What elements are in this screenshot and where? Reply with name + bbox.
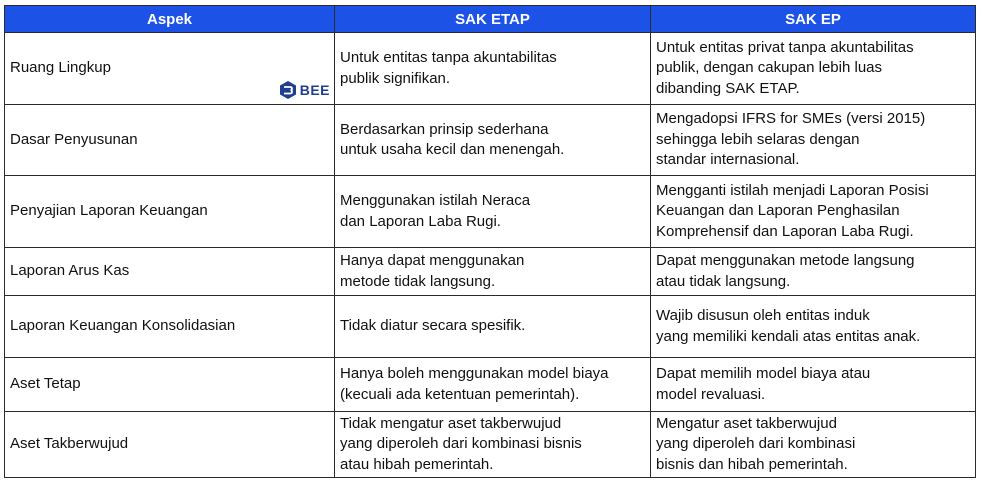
sak-etap-cell: Berdasarkan prinsip sederhana untuk usaha kecil dan menengah.: [335, 105, 651, 176]
table-row: [5, 296, 976, 358]
table-row: [5, 105, 976, 176]
table-row: [5, 176, 976, 248]
aspect-cell: Laporan Arus Kas: [5, 248, 335, 296]
sak-etap-cell: Tidak diatur secara spesifik.: [335, 296, 651, 358]
sak-etap-cell: Menggunakan istilah Neraca dan Laporan Laba Rugi.: [335, 176, 651, 248]
sak-ep-cell: Dapat memilih model biaya atau model revaluasi.: [651, 358, 976, 412]
bee-hexagon-icon: [279, 80, 297, 100]
aspect-cell: Penyajian Laporan Keuangan: [5, 176, 335, 248]
header-row: [5, 6, 976, 33]
sak-ep-cell: Mengatur aset takberwujud yang diperoleh dari kombinasi bisnis dan hibah pemerintah.: [651, 412, 976, 478]
header-sak-etap: SAK ETAP: [335, 6, 651, 33]
aspect-cell: Laporan Keuangan Konsolidasian: [5, 296, 335, 358]
sak-ep-cell: Mengganti istilah menjadi Laporan Posisi Keuangan dan Laporan Penghasilan Komprehensif dan Laporan Laba Rugi.: [651, 176, 976, 248]
aspect-label: Ruang Lingkup: [10, 59, 111, 77]
sak-etap-cell: Tidak mengatur aset takberwujud yang diperoleh dari kombinasi bisnis atau hibah pemerintah.: [335, 412, 651, 478]
sak-etap-cell: Hanya dapat menggunakan metode tidak langsung.: [335, 248, 651, 296]
header-sak-ep: SAK EP: [651, 6, 976, 33]
aspect-cell: Aset Tetap: [5, 358, 335, 412]
sak-etap-cell: Hanya boleh menggunakan model biaya (kecuali ada ketentuan pemerintah).: [335, 358, 651, 412]
sak-ep-cell: Wajib disusun oleh entitas induk yang memiliki kendali atas entitas anak.: [651, 296, 976, 358]
aspect-cell: Aset Takberwujud: [5, 412, 335, 478]
comparison-table: [4, 5, 976, 478]
sak-ep-cell: Dapat menggunakan metode langsung atau tidak langsung.: [651, 248, 976, 296]
aspect-cell: Dasar Penyusunan: [5, 105, 335, 176]
bee-watermark-text: BEE: [299, 81, 330, 98]
sak-etap-cell: Untuk entitas tanpa akuntabilitas publik signifikan.: [335, 33, 651, 105]
bee-watermark: [279, 80, 330, 101]
sak-ep-cell: Mengadopsi IFRS for SMEs (versi 2015) sehingga lebih selaras dengan standar internasional.: [651, 105, 976, 176]
table-row: [5, 358, 976, 412]
table-row: [5, 412, 976, 478]
sak-ep-cell: Untuk entitas privat tanpa akuntabilitas publik, dengan cakupan lebih luas dibanding SAK ETAP.: [651, 33, 976, 105]
comparison-table-container: [4, 5, 975, 478]
aspect-cell: [5, 33, 335, 105]
header-aspek: Aspek: [5, 6, 335, 33]
table-row: [5, 33, 976, 105]
table-row: [5, 248, 976, 296]
